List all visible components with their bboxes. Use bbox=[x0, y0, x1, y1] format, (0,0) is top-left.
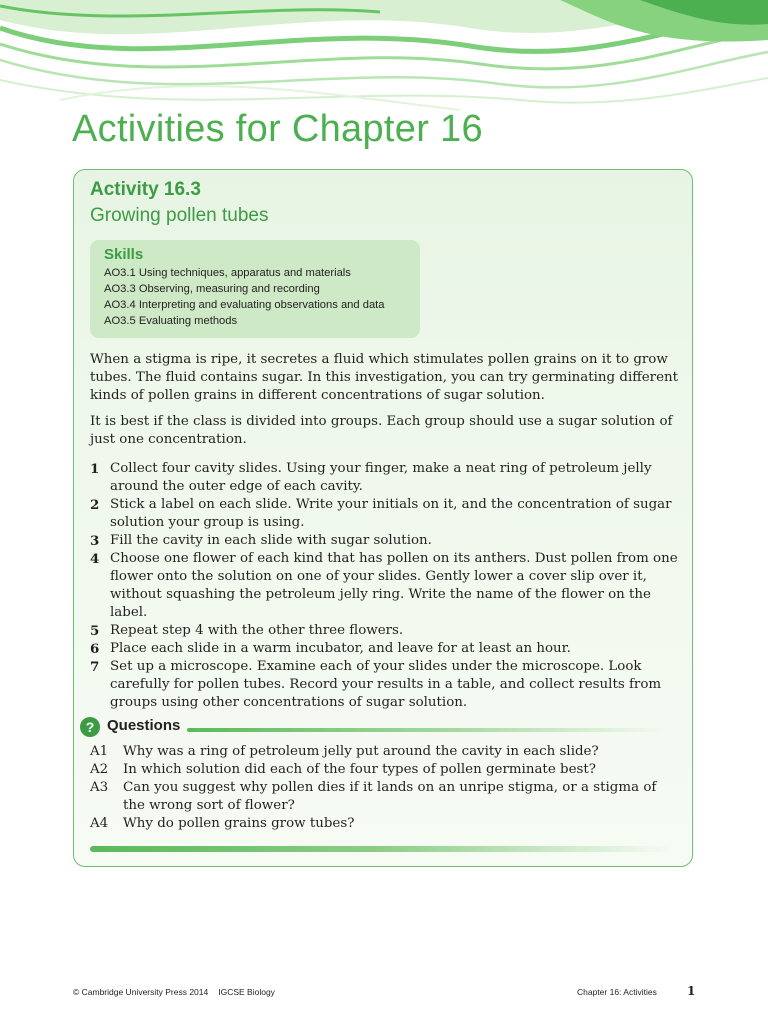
activity-title: Growing pollen tubes bbox=[90, 205, 269, 226]
question-item bbox=[90, 815, 682, 833]
step-number: 2 bbox=[90, 497, 100, 513]
step-number: 3 bbox=[90, 533, 100, 549]
footer-copyright: © Cambridge University Press 2014 bbox=[73, 987, 209, 997]
page-number: 1 bbox=[687, 984, 696, 998]
step-item bbox=[90, 622, 682, 640]
panel-bottom-divider bbox=[90, 846, 670, 852]
step-item bbox=[90, 460, 682, 496]
footer-chapter: Chapter 16: Activities bbox=[577, 987, 657, 997]
step-text: Choose one flower of each kind that has pollen on its anthers. Dust pollen from one flower onto the solution on one of your slides. Gently lower a cover slip over it, without squashing the petroleum jelly ring. Write the name of the flower on the label. bbox=[110, 551, 678, 620]
step-text: Fill the cavity in each slide with sugar solution. bbox=[110, 533, 432, 548]
step-number: 1 bbox=[90, 461, 100, 477]
intro-paragraph: When a stigma is ripe, it secretes a fluid which stimulates pollen grains on it to grow tubes. The fluid contains sugar. In this investigation, you can try germinating different kinds of pollen grains in different concentrations of sugar solution. bbox=[90, 352, 679, 403]
question-mark-icon: ? bbox=[80, 717, 100, 737]
question-item bbox=[90, 761, 682, 779]
step-item bbox=[90, 496, 682, 532]
step-text: Repeat step 4 with the other three flowers. bbox=[110, 623, 404, 638]
skills-box bbox=[90, 240, 420, 338]
question-text: Why do pollen grains grow tubes? bbox=[123, 816, 355, 831]
step-text: Place each slide in a warm incubator, and leave for at least an hour. bbox=[110, 641, 571, 656]
skills-heading: Skills bbox=[104, 246, 144, 263]
footer-left bbox=[73, 987, 275, 997]
question-item bbox=[90, 743, 682, 761]
step-text: Set up a microscope. Examine each of your slides under the microscope. Look carefully for pollen tubes. Record your results in a table, and collect results from groups using other concentrations of sugar solution. bbox=[110, 659, 662, 710]
question-number: A1 bbox=[90, 744, 109, 759]
question-text: In which solution did each of the four types of pollen germinate best? bbox=[123, 762, 596, 777]
question-text: Why was a ring of petroleum jelly put around the cavity in each slide? bbox=[123, 744, 599, 759]
procedure-steps bbox=[90, 460, 682, 712]
question-item bbox=[90, 779, 682, 815]
skill-item: AO3.1 Using techniques, apparatus and materials bbox=[104, 267, 351, 279]
questions-divider bbox=[187, 728, 667, 732]
step-text: Collect four cavity slides. Using your finger, make a neat ring of petroleum jelly around the outer edge of each cavity. bbox=[110, 461, 652, 494]
activity-number: Activity 16.3 bbox=[90, 179, 201, 200]
skill-item: AO3.3 Observing, measuring and recording bbox=[104, 283, 320, 295]
question-number: A2 bbox=[90, 762, 109, 777]
step-number: 6 bbox=[90, 641, 100, 657]
step-number: 7 bbox=[90, 659, 100, 675]
footer-book-title: IGCSE Biology bbox=[218, 987, 275, 997]
step-text: Stick a label on each slide. Write your initials on it, and the concentration of sugar solution your group is using. bbox=[110, 497, 672, 530]
step-item bbox=[90, 532, 682, 550]
skill-item: AO3.4 Interpreting and evaluating observations and data bbox=[104, 299, 385, 311]
step-item bbox=[90, 658, 682, 712]
step-item bbox=[90, 550, 682, 622]
question-number: A4 bbox=[90, 816, 109, 831]
questions-list bbox=[90, 743, 682, 833]
skill-item: AO3.5 Evaluating methods bbox=[104, 315, 238, 327]
question-text: Can you suggest why pollen dies if it lands on an unripe stigma, or a stigma of the wrong sort of flower? bbox=[123, 780, 657, 813]
questions-heading: Questions bbox=[107, 717, 181, 734]
step-number: 5 bbox=[90, 623, 100, 639]
step-number: 4 bbox=[90, 551, 100, 567]
chapter-title: Activities for Chapter 16 bbox=[72, 108, 483, 150]
activity-panel bbox=[73, 169, 693, 867]
grouping-paragraph: It is best if the class is divided into groups. Each group should use a sugar solution of just one concentration. bbox=[90, 414, 673, 447]
questions-header bbox=[80, 716, 678, 740]
skills-list bbox=[104, 265, 406, 329]
step-item bbox=[90, 640, 682, 658]
question-number: A3 bbox=[90, 780, 109, 795]
